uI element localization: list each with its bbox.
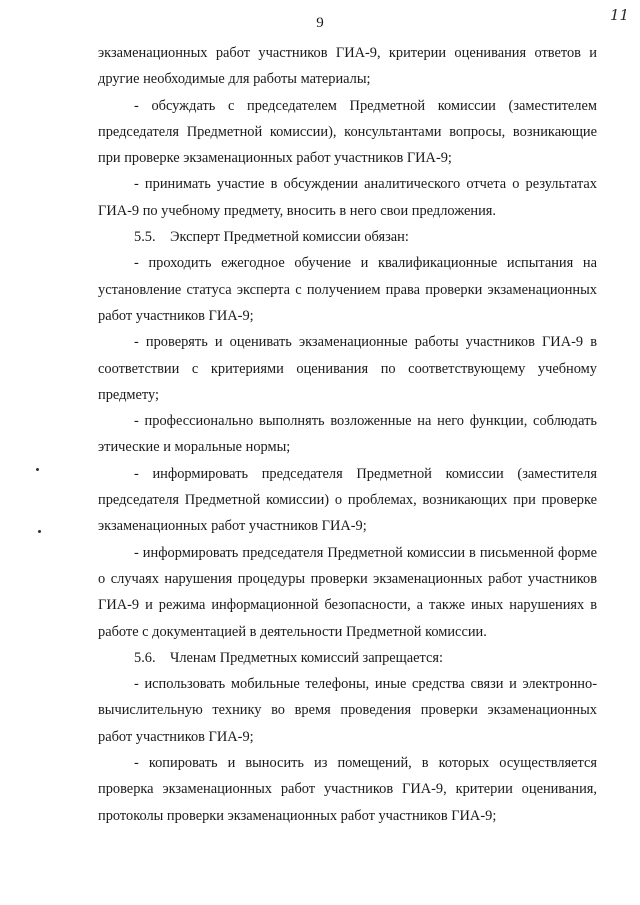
page-number: 9	[316, 15, 324, 31]
document-body	[98, 40, 597, 829]
scan-speck	[38, 530, 41, 533]
list-item: - обсуждать с председателем Предметной комиссии (заместителем председателя Предметной комиссии), консультантами вопросы, возникающие при проверке экзаменационных работ участников ГИА-9;	[98, 97, 597, 167]
list-item: - проверять и оценивать экзаменационные работы участников ГИА-9 в соответствии с критериями оценивания по соответствующему учебному предмету;	[98, 334, 597, 403]
list-item: - проходить ежегодное обучение и квалификационные испытания на установление статуса эксперта с получением права проверки экзаменационных работ участников ГИА-9;	[98, 255, 597, 324]
list-item: - копировать и выносить из помещений, в которых осуществляется проверка экзаменационных работ участников ГИА-9, критерии оценивания, протоколы проверки экзаменационных работ участников ГИА-9;	[98, 755, 597, 824]
paragraph-continuation: экзаменационных работ участников ГИА-9, критерии оценивания ответов и другие необходимые для работы материалы;	[98, 45, 597, 88]
list-item: - информировать председателя Предметной комиссии в письменной форме о случаях нарушения процедуры проверки экзаменационных работ участников ГИА-9 и режима информационной безопасности, а также иных нарушениях в работе с документацией в деятельности Предметной комиссии.	[98, 544, 597, 640]
section-heading-5-6: 5.6. Членам Предметных комиссий запрещается:	[134, 649, 443, 666]
list-item: - использовать мобильные телефоны, иные средства связи и электронно-вычислительную технику во время проведения проверки экзаменационных работ участников ГИА-9;	[98, 676, 597, 745]
list-item: - информировать председателя Предметной комиссии (заместителя председателя Предметной комиссии) о проблемах, возникающих при проверке экзаменационных работ участников ГИА-9;	[98, 465, 597, 535]
list-item: - профессионально выполнять возложенные на него функции, соблюдать этические и моральные нормы;	[98, 413, 597, 456]
list-item: - принимать участие в обсуждении аналитического отчета о результатах ГИА-9 по учебному предмету, вносить в него свои предложения.	[98, 176, 597, 219]
handwritten-page-mark: 11	[610, 6, 630, 24]
scan-speck	[36, 468, 39, 471]
section-heading-5-5: 5.5. Эксперт Предметной комиссии обязан:	[134, 229, 409, 246]
